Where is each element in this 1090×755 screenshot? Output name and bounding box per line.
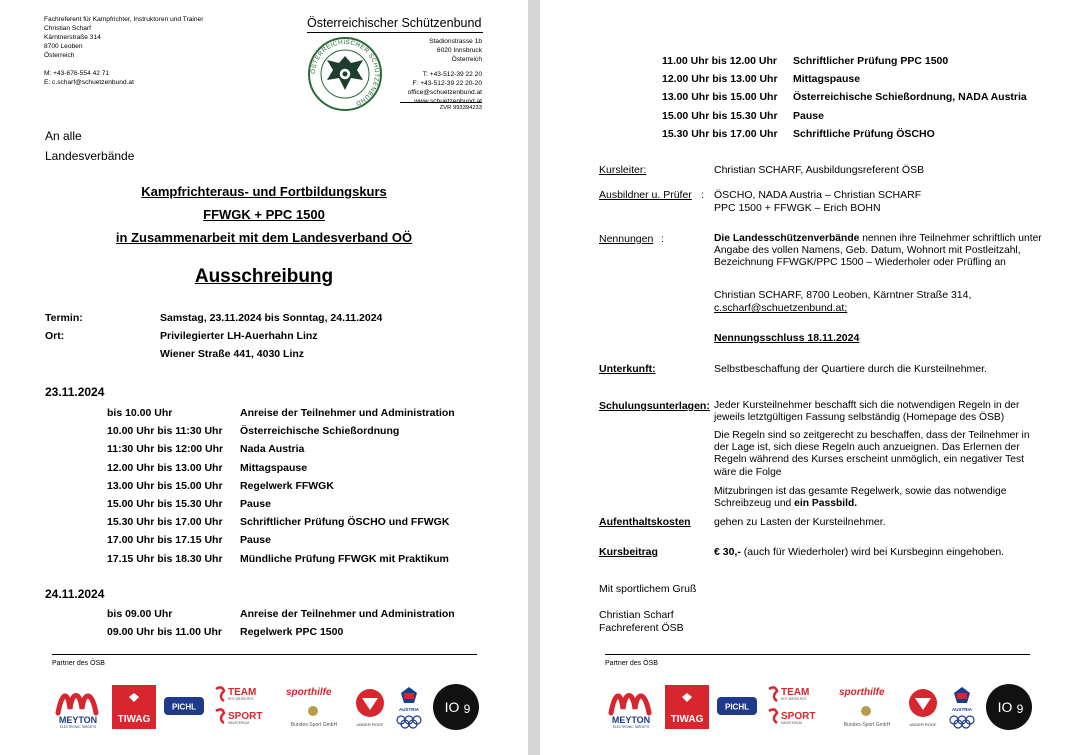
beitrag-value (714, 546, 1004, 558)
team-text: TEAM (228, 687, 257, 698)
sender-line: Österreich (44, 52, 75, 59)
pichl-logo-icon (717, 697, 757, 715)
io9-text: IO (997, 699, 1013, 715)
schedule-time: 11:30 Uhr bis 12:00 Uhr (107, 443, 224, 456)
org-name: Österreichischer Schützenbund (307, 16, 482, 30)
schulung-p1: Jeder Kursteilnehmer beschafft sich die notwendigen Regeln in der jeweils letztgültigen Fassung selbständig (Homepage des ÖSB) (714, 400, 1020, 424)
sport-sub: MINISTERIUM (781, 721, 803, 725)
schedule-time: 15.30 Uhr bis 17.00 Uhr (662, 127, 778, 140)
under-roof-logo-icon (907, 687, 939, 729)
bundessport-text: Bundes-Sport GmbH (290, 722, 338, 728)
schedule-activity: Pause (240, 534, 271, 547)
course-title-line: Kampfrichteraus- und Fortbildungskurs (141, 184, 387, 199)
bundessport-text: Bundes-Sport GmbH (843, 722, 891, 728)
nennungen-text (714, 233, 1044, 270)
schedule-activity: Pause (240, 498, 271, 510)
pichl-logo-icon (164, 697, 204, 715)
sender-line: 8700 Leoben (44, 43, 83, 50)
meyton-logo-icon (605, 685, 657, 729)
org-address (400, 37, 482, 106)
ausbildner-line: PPC 1500 + FFWGK – Erich BOHN (714, 202, 881, 214)
pichl-text: PICHL (725, 702, 749, 712)
sender-phone: M: +43-676-554 42 71 (44, 70, 110, 77)
nennungen-address: Christian SCHARF, 8700 Leoben, Kärntner Straße 314, (714, 289, 972, 301)
schedule-time: 15.30 Uhr bis 17.00 Uhr (107, 516, 223, 529)
document-page-2: 11.00 Uhr bis 12.00 Uhr Schriftlicher Prüfung PPC 1500 12.00 Uhr bis 13.00 Uhr Mittagspause 13.00 Uhr bis 15.00 Uhr Österreichische Schießordnung, NADA Austria 15.00 Uhr bis 15.30 Uhr Pause 15.30 Uhr bis 17.00 Uhr Schriftliche Prüfung ÖSCHO Kursleiter: Christian SCHARF, Ausbildungsreferent ÖSB Ausbildner u. Prüfer : ÖSCHO, NADA Austria – Christian SCHARF PPC 1500 + FFWGK – Erich BOHN Nennungen : Die Landesschützenverbände nennen ihre Teilnehmer schriftlich unter Angabe des vollen Namens, Geb. Datum, Wohnort mit Postleitzahl, Bezeichnung FFWGK/PPC 1500 – Wiederholer oder Prüfling an Christian SCHARF, 8700 Leoben, Kärntner Straße 314, c.scharf@schuetzenbund.at; Nennungsschluss 18.11.2024 Unterkunft: Selbstbeschaffung der Quartiere durch die Kursteilnehmer. Schulungsunterlagen: Jeder Kursteilnehmer beschafft sich die notwendigen Regeln in der jeweils letztgültigen Fassung selbständig (Homepage des ÖSB) Die Regeln sind so zeitgerecht zu beschaffen, dass der Teilnehmer in der Lage ist, sich diese Regeln auch anzueignen. Das Erlernen der Regeln während des Kurses erscheint unmöglich, ein negativer Test wäre die Folge Mitzubringen ist das gesamte Regelwerk, sowie das notwendige Schreibzeug und ein Passbild. Aufenthaltskosten gehen zu Lasten der Kursteilnehmer. Kursbeitrag € 30,- (auch für Wiederholer) wird bei Kursbeginn eingehoben. Mit sportlichem Gruß Christian Scharf Fachreferent ÖSB Partner des ÖSB MEYTON ELECTRONIC TARGETS TIWAG PICHL TEAM ROT-WEISS-ROT SPORT MINISTERIUM sporthilfe Bundes-Sport GmbH UNDER ROOF AUSTRIA IO 9 (540, 0, 1090, 755)
day1-date: 23.11.2024 (45, 385, 105, 399)
unterkunft-value: Selbstbeschaffung der Quartiere durch die Kursteilnehmer. (714, 363, 987, 375)
nennungen-bold: Die Landesschützenverbände (714, 233, 860, 244)
schedule-activity: Schriftliche Prüfung ÖSCHO (793, 127, 935, 140)
sender-line: Fachreferent für Kampfrichter, Instruktoren und Trainer (44, 16, 204, 23)
team-sport-logo-icon (212, 683, 272, 731)
tiwag-text: TIWAG (117, 714, 151, 725)
course-title-line: FFWGK + PPC 1500 (203, 207, 325, 222)
recipient-line: An alle (45, 129, 82, 143)
ausbildner-label: Ausbildner u. Prüfer (599, 189, 692, 201)
announcement-heading: Ausschreibung (194, 266, 334, 287)
olympic-austria-logo-icon (945, 683, 979, 731)
org-address-line: Stadionstrasse 1b (429, 38, 482, 45)
signature-line: Fachreferent ÖSB (599, 622, 684, 634)
osb-seal-icon (307, 36, 383, 112)
schedule-activity: Regelwerk PPC 1500 (240, 626, 344, 639)
sporthilfe-text: sporthilfe (839, 687, 885, 698)
beitrag-text: (auch für Wiederholer) wird bei Kursbeginn eingehoben. (740, 546, 1005, 558)
sport-text: SPORT (228, 711, 263, 722)
day2-date: 24.11.2024 (45, 587, 105, 601)
schedule-time: 13.00 Uhr bis 15.00 Uhr (662, 91, 778, 104)
ort-value: Wiener Straße 441, 4030 Linz (160, 348, 305, 360)
under-text: UNDER ROOF (909, 722, 937, 727)
schedule-activity: Anreise der Teilnehmer und Administration (240, 608, 455, 620)
team-sub: ROT-WEISS-ROT (781, 697, 807, 701)
schedule-activity: Nada Austria (240, 443, 305, 456)
signature (599, 609, 684, 635)
schedule-time: 17.15 Uhr bis 18.30 Uhr (107, 552, 223, 565)
team-sport-logo-icon (765, 683, 825, 731)
kursleiter-label: Kursleiter: (599, 164, 647, 176)
schedule-time: 09.00 Uhr bis 11.00 Uhr (107, 626, 222, 639)
schulung-p3-bold: ein Passbild. (794, 498, 858, 510)
schedule-time: 15.00 Uhr bis 15.30 Uhr (107, 498, 223, 510)
schedule-activity: Regelwerk FFWGK (240, 479, 334, 492)
schulung-label: Schulungsunterlagen: (599, 400, 710, 412)
schedule-activity: Pause (793, 109, 824, 122)
meyton-sub: ELECTRONIC TARGETS (612, 725, 650, 729)
schedule-activity: Schriftlicher Prüfung PPC 1500 (793, 55, 949, 67)
nennungen-body: nennen ihre Teilnehmer schriftlich unter Angabe des vollen Namens, Geb. Datum, Wohnort mit Postleitzahl, Bezeichnung FFWGK/PPC 1500 – Wiederholer oder Prüfling an (714, 233, 1042, 269)
under-roof-logo-icon (354, 687, 386, 729)
schedule-activity: Mittagspause (240, 461, 308, 474)
course-title-line: in Zusammenarbeit mit dem Landesverband OÖ (115, 230, 413, 245)
footer-rule (605, 654, 1030, 655)
io9-logo-icon (985, 683, 1033, 731)
meyton-text: MEYTON (611, 715, 651, 725)
beitrag-label: Kursbeitrag (599, 546, 658, 558)
io9-sub: 9 (1016, 702, 1024, 716)
document-page-1 (0, 0, 528, 755)
ausbildner-line: ÖSCHO, NADA Austria – Christian SCHARF (714, 189, 922, 201)
ausbildner-values (714, 189, 921, 215)
recipient-line: Landesverbände (45, 149, 135, 163)
beitrag-bold: € 30,- (714, 546, 741, 558)
austria-text: AUSTRIA (399, 707, 419, 712)
meyton-text: MEYTON (58, 715, 98, 725)
schedule-time: 17.00 Uhr bis 17.15 Uhr (107, 534, 223, 547)
pichl-text: PICHL (172, 702, 196, 712)
austria-text: AUSTRIA (952, 707, 972, 712)
schulung-p3-body: Mitzubringen ist das gesamte Regelwerk, sowie das notwendige Schreibzeug und (714, 486, 1007, 510)
meyton-sub: ELECTRONIC TARGETS (59, 725, 97, 729)
schedule-activity: Mittagspause (793, 73, 861, 86)
schedule-time: bis 10.00 Uhr (107, 407, 173, 419)
io9-logo-icon (432, 683, 480, 731)
org-zvr: ZVR 993394233 (439, 105, 482, 111)
partner-logos (52, 683, 482, 733)
kursleiter-value: Christian SCHARF, Ausbildungsreferent ÖSB (714, 164, 925, 176)
recipient (45, 126, 134, 166)
org-contact-line: T: +43-512-39 22 20 (422, 71, 482, 78)
sender-email: E: c.scharf@schuetzenbund.at (44, 79, 134, 86)
schedule-time: 10.00 Uhr bis 11:30 Uhr (107, 425, 223, 438)
sender-block (44, 15, 203, 87)
nennungen-email-link[interactable]: c.scharf@schuetzenbund.at; (714, 302, 848, 314)
partner-label: Partner des ÖSB (605, 660, 658, 667)
org-contact-line: office@schuetzenbund.at (407, 89, 482, 96)
partner-label: Partner des ÖSB (52, 660, 105, 667)
io9-text: IO (444, 699, 460, 715)
tiwag-logo-icon (665, 685, 709, 729)
greeting: Mit sportlichem Gruß (599, 583, 697, 595)
schedule-time: 11.00 Uhr bis 12.00 Uhr (662, 55, 777, 67)
sender-line: Christian Scharf (44, 25, 91, 32)
team-text: TEAM (781, 687, 810, 698)
schedule-time: 15.00 Uhr bis 15.30 Uhr (662, 109, 778, 122)
org-rule-2 (400, 102, 482, 103)
aufenthalt-label: Aufenthaltskosten (599, 516, 691, 528)
seal-text: ÖSTERREICHISCHER SCHÜTZENBUND (309, 38, 381, 107)
schulung-p3 (714, 486, 1044, 510)
nennungen-label: Nennungen (599, 233, 654, 245)
meyton-logo-icon (52, 685, 104, 729)
io9-sub: 9 (463, 702, 471, 716)
schedule-time: 12.00 Uhr bis 13.00 Uhr (662, 73, 778, 86)
olympic-austria-logo-icon (392, 683, 426, 731)
org-contact-line: F: +43-512-39 22 20-20 (412, 80, 482, 87)
aufenthalt-value: gehen zu Lasten der Kursteilnehmer. (714, 516, 886, 528)
tiwag-logo-icon (112, 685, 156, 729)
schedule-activity: Mündliche Prüfung FFWGK mit Praktikum (240, 552, 449, 565)
schedule-time: 13.00 Uhr bis 15.00 Uhr (107, 479, 223, 492)
sport-text: SPORT (781, 711, 816, 722)
unterkunft-label: Unterkunft: (599, 363, 656, 375)
sporthilfe-logo-icon (282, 683, 346, 731)
sporthilfe-text: sporthilfe (286, 687, 332, 698)
org-address-line: 6020 Innsbruck (436, 47, 482, 54)
schedule-time: 12.00 Uhr bis 13.00 Uhr (107, 461, 223, 474)
schedule-activity: Anreise der Teilnehmer und Administration (240, 407, 455, 419)
schedule-activity: Österreichische Schießordnung (240, 425, 400, 438)
org-address-line: Österreich (451, 56, 482, 63)
sporthilfe-logo-icon (835, 683, 899, 731)
footer-rule (52, 654, 477, 655)
sport-sub: MINISTERIUM (228, 721, 250, 725)
partner-logos (605, 683, 1035, 733)
schedule-time: bis 09.00 Uhr (107, 608, 173, 620)
team-sub: ROT-WEISS-ROT (228, 697, 254, 701)
termin-label: Termin: (45, 312, 83, 324)
ort-value: Privilegierter LH-Auerhahn Linz (160, 330, 318, 342)
tiwag-text: TIWAG (670, 714, 704, 725)
termin-value: Samstag, 23.11.2024 bis Sonntag, 24.11.2024 (160, 312, 383, 324)
nennungsschluss: Nennungsschluss 18.11.2024 (714, 332, 860, 344)
schulung-p2: Die Regeln sind so zeitgerecht zu beschaffen, dass der Teilnehmer in der Lage ist, sich diese Regeln auch anzueignen. Das Erlernen der Regeln während des Kurses erscheint unmöglich, ein negativer Test wäre die Folge (714, 430, 1030, 478)
under-text: UNDER ROOF (356, 722, 384, 727)
org-rule (307, 32, 483, 33)
schedule-activity: Schriftlicher Prüfung ÖSCHO und FFWGK (240, 516, 450, 529)
ort-label: Ort: (45, 330, 65, 342)
schedule-activity: Österreichische Schießordnung, NADA Austria (793, 91, 1027, 104)
sender-line: Kärntnerstraße 314 (44, 34, 101, 41)
signature-line: Christian Scharf (599, 609, 674, 621)
